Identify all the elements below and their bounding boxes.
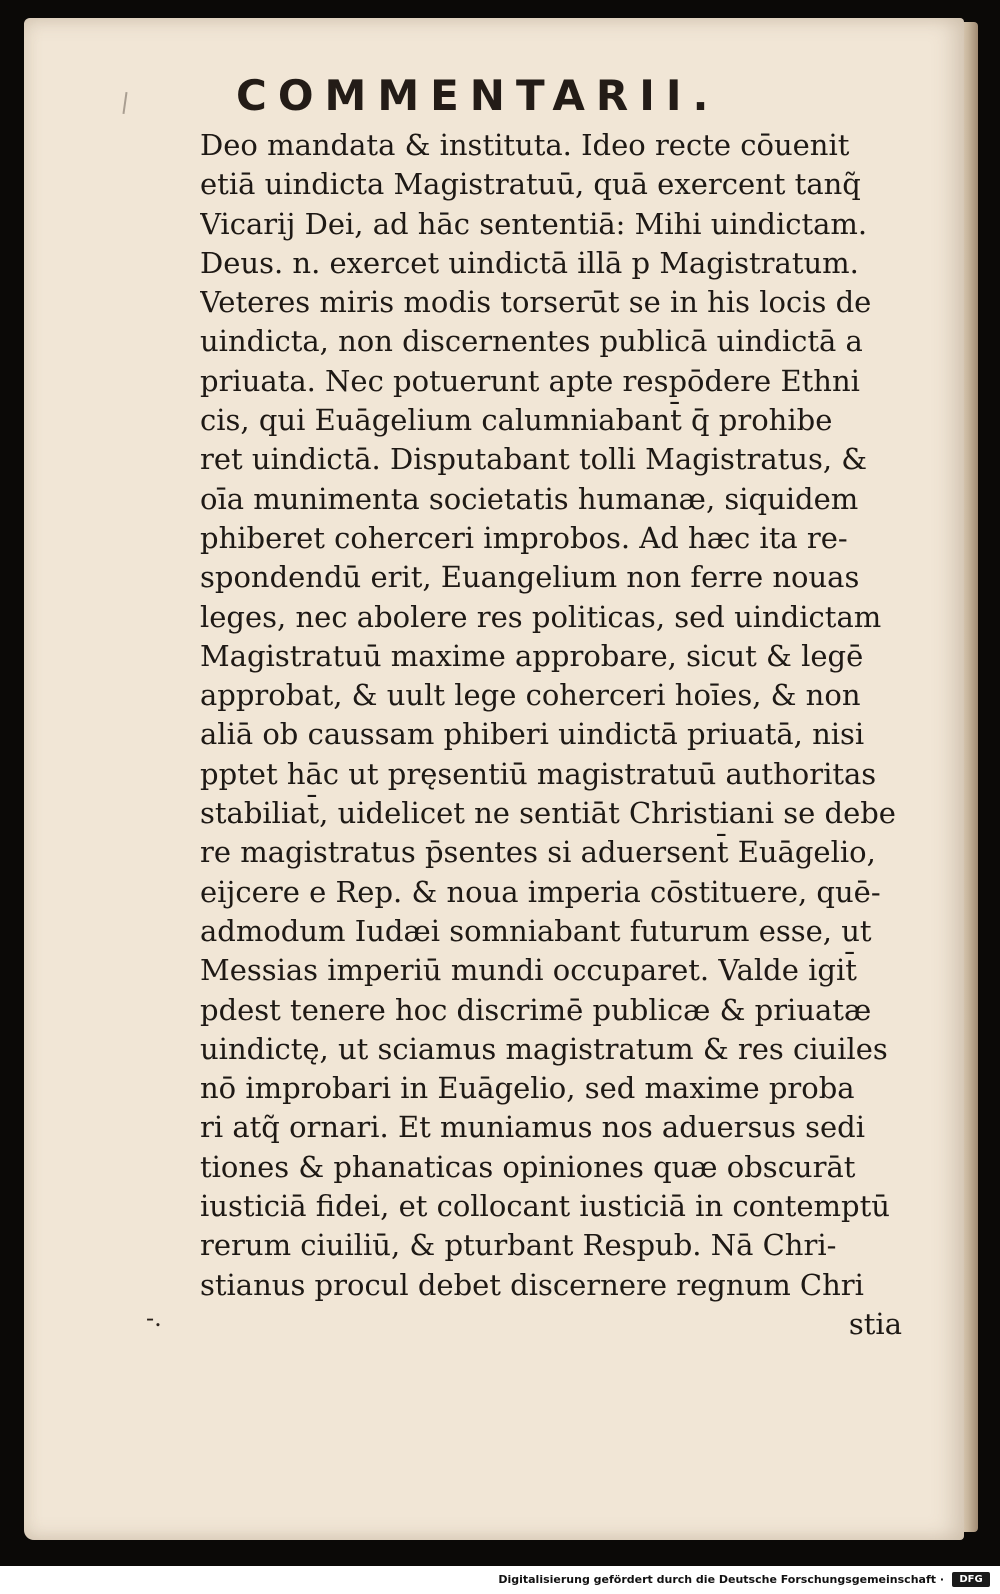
text-line: stabiliat̄, uidelicet ne sentiāt Christiani se debe <box>200 796 896 831</box>
text-line: iusticiā fidei, et collocant iusticiā in contemptū <box>200 1189 890 1224</box>
body-text <box>200 126 920 1344</box>
text-line: ret uindictā. Disputabant tolli Magistratus, & <box>200 442 868 477</box>
text-line: ri atq̃ ornari. Et muniamus nos aduersus sedi <box>200 1110 866 1145</box>
text-line: Deus. n. exercet uindictā illā p Magistratum. <box>200 245 859 280</box>
text-line: oīa munimenta societatis humanæ, siquidem <box>200 481 859 516</box>
text-line: stianus procul debet discernere regnum Chri <box>200 1267 864 1302</box>
text-line: cis, qui Euāgelium calumniabant̄ q̄ prohibe <box>200 403 833 438</box>
text-line: Veteres miris modis torserūt se in his locis de <box>200 285 872 320</box>
text-line: priuata. Nec potuerunt apte respōdere Ethni <box>200 363 860 398</box>
text-line: Deo mandata & instituta. Ideo recte cōuenit <box>200 128 850 162</box>
text-line: aliā ob caussam phiberi uindictā priuatā, nisi <box>200 717 865 752</box>
text-line: uindicta, non discernentes publicā uindictā a <box>200 324 863 359</box>
text-line: nō improbari in Euāgelio, sed maxime proba <box>200 1071 855 1106</box>
catchword: stia <box>848 1306 902 1341</box>
dfg-logo: DFG <box>952 1572 990 1587</box>
text-line: rerum ciuiliū, & pturbant Respub. Nā Chri- <box>200 1228 837 1263</box>
text-line: Magistratuū maxime approbare, sicut & legē <box>200 638 864 673</box>
text-line: pdest tenere hoc discrimē publicæ & priuatæ <box>200 992 872 1027</box>
text-line: approbat, & uult lege coherceri hoīes, & non <box>200 678 861 713</box>
funding-note: Digitalisierung gefördert durch die Deutsche Forschungsgemeinschaft · <box>498 1573 944 1586</box>
page-edge <box>962 22 978 1532</box>
text-line: re magistratus p̄sentes si aduersent̄ Euāgelio, <box>200 835 876 870</box>
text-line: tiones & phanaticas opiniones quæ obscurāt <box>200 1149 856 1184</box>
text-line: uindictę, ut sciamus magistratum & res ciuiles <box>200 1031 888 1066</box>
text-line: etiā uindicta Magistratuū, quā exercent tanq̃ <box>200 167 861 202</box>
text-line: Messias imperiū mundi occuparet. Valde igit̄ <box>200 953 857 988</box>
margin-mark: -. <box>146 1304 162 1332</box>
running-head: COMMENTARII. <box>236 71 720 120</box>
text-line: pptet hāc ut pręsentiū magistratuū authoritas <box>200 756 877 791</box>
text-line: admodum Iudæi somniabant futurum esse, ut <box>200 913 872 948</box>
text-line: eijcere e Rep. & noua imperia cōstituere, quē- <box>200 874 881 909</box>
text-line: leges, nec abolere res politicas, sed uindictam <box>200 599 882 634</box>
text-line: Vicarij Dei, ad hāc sententiā: Mihi uindictam. <box>200 206 868 241</box>
text-line: phiberet coherceri improbos. Ad hæc ita re- <box>200 520 848 555</box>
text-line: spondendū erit, Euangelium non ferre nouas <box>200 560 860 595</box>
